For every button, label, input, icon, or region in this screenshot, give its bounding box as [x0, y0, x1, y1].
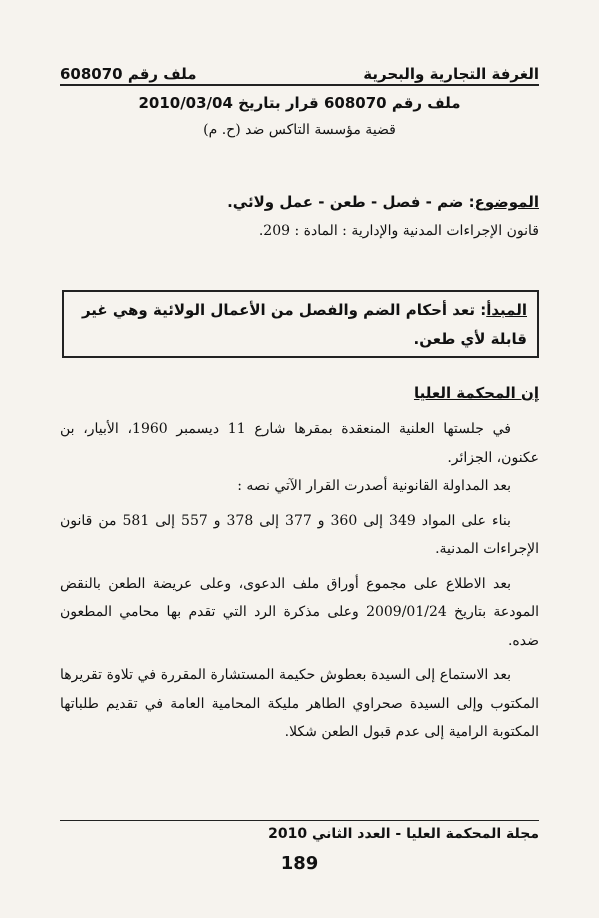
paragraph-articles: بناء على المواد 349 إلى 360 و 377 إلى 378 و 557 إلى 581 من قانون الإجراءات المدنية. [60, 512, 539, 557]
header-file-reference: ملف رقم 608070 [60, 65, 197, 83]
principle-box [62, 290, 539, 358]
running-header [60, 55, 539, 83]
paragraph-file-review: بعد الاطلاع على مجموع أوراق ملف الدعوى، وعلى عريضة الطعن بالنقض المودعة بتاريخ 2009/01/24 وعلى مذكرة الرد التي تقدم بها محامي المطعون ضده. [60, 575, 540, 649]
court-heading [60, 384, 539, 402]
decision-body [60, 415, 539, 747]
law-reference: قانون الإجراءات المدنية والإدارية : المادة : 209. [258, 223, 539, 239]
decision-file-line: ملف رقم 608070 قرار بتاريخ 2010/03/04 [138, 94, 461, 112]
journal-footer: مجلة المحكمة العليا - العدد الثاني 2010 [268, 826, 539, 842]
subject-label: الموضوع [474, 193, 539, 211]
page-number: 189 [280, 853, 319, 874]
subject-text: : ضم - فصل - طعن - عمل ولائي. [227, 193, 475, 211]
principle-label: المبدأ [486, 301, 527, 319]
paragraph-session: في جلستها العلنية المنعقدة بمقرها شارع 11 ديسمبر 1960، الأبيار، بن عكنون، الجزائر. [60, 421, 539, 466]
subject-line [60, 193, 539, 211]
case-parties-line: قضية مؤسسة التاكس ضد (ح. م) [203, 122, 396, 138]
journal-section-title: الغرفة التجارية والبحرية [363, 65, 539, 83]
principle-text: : تعد أحكام الضم والفصل من الأعمال الولائية وهي غير قابلة لأي طعن. [81, 301, 527, 348]
paragraph-deliberation: بعد المداولة القانونية أصدرت القرار الآتي نصه : [237, 478, 511, 494]
footer-divider [60, 820, 539, 821]
court-heading-text: إن المحكمة العليا [413, 384, 539, 402]
header-divider [60, 84, 539, 86]
paragraph-hearing: بعد الاستماع إلى السيدة بعطوش حكيمة المستشارة المقررة في تلاوة تقريرها المكتوب وإلى السيدة صحراوي الطاهر مليكة المحامية العامة في تقديم طلباتها المكتوبة الرامية إلى عدم قبول الطعن شكلا. [60, 667, 539, 740]
